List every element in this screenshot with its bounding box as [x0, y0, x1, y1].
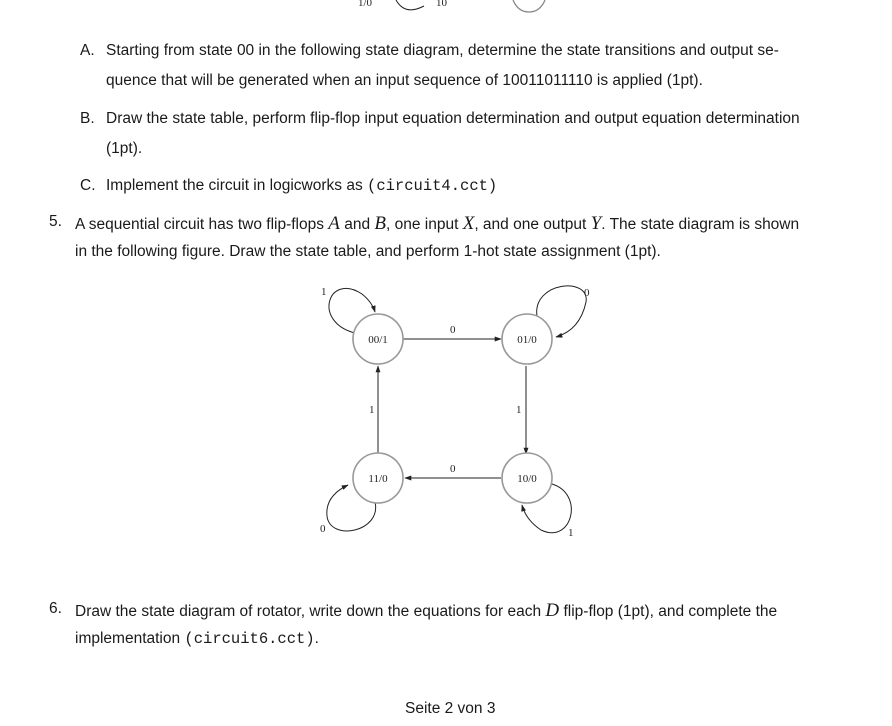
q5-var-x: X: [462, 213, 475, 234]
item-b-line2: (1pt).: [106, 140, 143, 157]
q5-var-b: B: [374, 213, 386, 234]
item-c-line: [106, 177, 497, 195]
loop-11-label: 0: [320, 523, 326, 535]
fragment-loop: [396, 0, 424, 10]
previous-diagram-fragment: [0, 0, 892, 22]
q6-number: 6.: [49, 600, 62, 617]
fragment-label: 1/0: [358, 0, 373, 9]
q5-text-4: , and one output: [474, 216, 591, 233]
q6-line2: [75, 630, 319, 648]
q5-text-1: A sequential circuit has two flip-flops: [75, 216, 329, 233]
item-a-line1: Starting from state 00 in the following state diagram, determine the state transitions and output se-: [106, 42, 779, 59]
q5-text-2: and: [339, 216, 375, 233]
loop-01-label: 0: [584, 287, 590, 299]
state-01-label: 01/0: [517, 334, 537, 346]
q6-text-3: implementation: [75, 630, 185, 647]
q5-text-5: . The state diagram is shown: [601, 216, 800, 233]
loop-00-label: 1: [321, 286, 327, 298]
state-diagram: [300, 280, 610, 545]
item-a-line2: quence that will be generated when an input sequence of 10011011110 is applied (1pt).: [106, 72, 703, 89]
q6-text-1: Draw the state diagram of rotator, write down the equations for each: [75, 603, 546, 620]
item-c-marker: C.: [80, 177, 96, 194]
q5-line2: in the following figure. Draw the state table, and perform 1-hot state assignment (1pt).: [75, 243, 661, 260]
q6-code: (circuit6.cct): [184, 630, 315, 648]
q6-var-d: D: [545, 600, 560, 621]
q5-number: 5.: [49, 213, 62, 230]
edge-00-to-01-label: 0: [450, 324, 456, 336]
item-a-marker: A.: [80, 42, 95, 59]
fragment-circle: [513, 0, 545, 12]
q6-line1: [75, 600, 777, 622]
state-11: [353, 453, 403, 503]
page-footer: Seite 2 von 3: [405, 700, 496, 717]
state-01: [502, 314, 552, 364]
state-00-label: 00/1: [368, 334, 388, 346]
item-c-text: Implement the circuit in logicworks as: [106, 177, 368, 194]
q5-var-a: A: [328, 213, 340, 234]
edge-01-to-10-label: 1: [516, 404, 522, 416]
loop-10-label: 1: [568, 527, 574, 539]
fragment-edge: 10: [436, 0, 447, 9]
state-10: [502, 453, 552, 503]
edge-10-to-11-label: 0: [450, 463, 456, 475]
q6-text-2: flip-flop (1pt), and complete the: [559, 603, 778, 620]
q5-text-3: , one input: [386, 216, 463, 233]
state-10-label: 10/0: [517, 473, 537, 485]
q5-var-y: Y: [590, 213, 602, 234]
state-11-label: 11/0: [368, 473, 388, 485]
edge-11-to-00-label: 1: [369, 404, 375, 416]
q5-line1: [75, 213, 799, 235]
item-c-code: (circuit4.cct): [367, 177, 498, 195]
item-b-line1: Draw the state table, perform flip-flop input equation determination and output equation determination: [106, 110, 800, 127]
q6-text-4: .: [314, 630, 319, 647]
state-00: [353, 314, 403, 364]
item-b-marker: B.: [80, 110, 95, 127]
